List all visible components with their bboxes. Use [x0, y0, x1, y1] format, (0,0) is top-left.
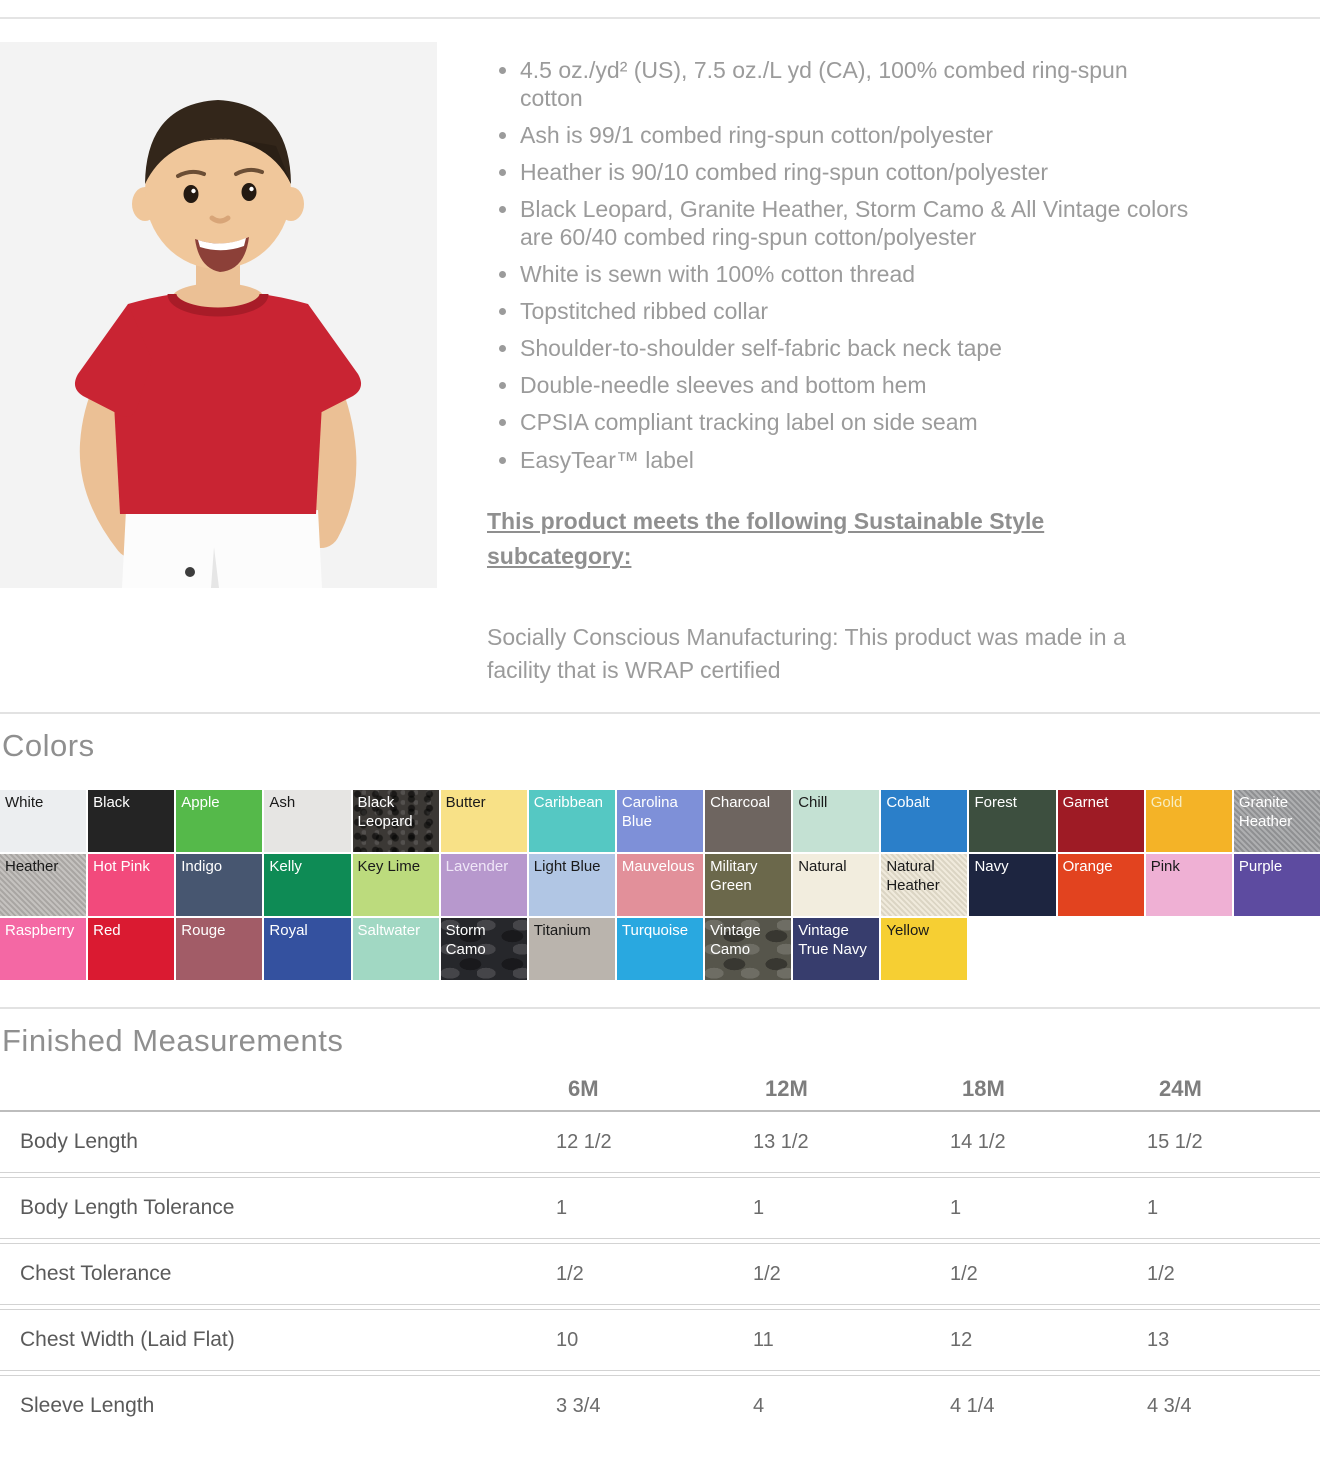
measurement-value: 12 — [950, 1328, 973, 1351]
feature-bullet: • Ash is 99/1 combed ring-spun cotton/polyester — [520, 121, 1196, 149]
color-swatch-rouge[interactable]: Rouge — [176, 918, 262, 980]
hero-section — [0, 42, 1320, 712]
color-swatch-natural-heather[interactable]: Natural Heather — [881, 854, 967, 916]
measurement-value: 10 — [556, 1328, 579, 1351]
color-swatch-yellow[interactable]: Yellow — [881, 918, 967, 980]
measurement-label: Body Length — [20, 1130, 138, 1154]
color-swatch-kelly[interactable]: Kelly — [264, 854, 350, 916]
measurement-row-chest-tolerance — [0, 1244, 1320, 1304]
color-swatch-charcoal[interactable]: Charcoal — [705, 790, 791, 852]
measurement-value: 1/2 — [1147, 1262, 1175, 1285]
feature-bullet: • Double-needle sleeves and bottom hem — [520, 371, 1196, 399]
measurement-value: 1/2 — [950, 1262, 978, 1285]
feature-bullet: • CPSIA compliant tracking label on side seam — [520, 408, 1196, 436]
color-swatch-titanium[interactable]: Titanium — [529, 918, 615, 980]
measurement-value: 4 3/4 — [1147, 1394, 1192, 1417]
measurement-row-sleeve-length — [0, 1376, 1320, 1436]
feature-list — [487, 56, 1196, 474]
color-swatch-butter[interactable]: Butter — [441, 790, 527, 852]
feature-bullet: • EasyTear™ label — [520, 446, 1196, 474]
color-swatch-garnet[interactable]: Garnet — [1058, 790, 1144, 852]
size-header-row — [0, 1076, 1320, 1112]
measurement-row-body-length — [0, 1112, 1320, 1172]
feature-bullet: • Shoulder-to-shoulder self-fabric back neck tape — [520, 334, 1196, 362]
feature-bullet: • Heather is 90/10 combed ring-spun cotton/polyester — [520, 158, 1196, 186]
color-swatch-purple[interactable]: Purple — [1234, 854, 1320, 916]
measurements-title: Finished Measurements — [2, 1022, 344, 1058]
measurement-value: 14 1/2 — [950, 1130, 1006, 1153]
measurements-section — [0, 1009, 1320, 1437]
size-column-6m: 6M — [568, 1076, 599, 1102]
measurement-label: Chest Tolerance — [20, 1262, 172, 1286]
color-swatch-caribbean[interactable]: Caribbean — [529, 790, 615, 852]
color-swatch-gold[interactable]: Gold — [1146, 790, 1232, 852]
colors-section — [0, 714, 1320, 1007]
colors-title: Colors — [2, 728, 95, 763]
measurement-label: Body Length Tolerance — [20, 1196, 235, 1220]
color-swatch-ash[interactable]: Ash — [264, 790, 350, 852]
measurement-label: Chest Width (Laid Flat) — [20, 1328, 235, 1352]
color-swatch-key-lime[interactable]: Key Lime — [353, 854, 439, 916]
measurement-value: 1/2 — [753, 1262, 781, 1285]
color-swatch-black-leopard[interactable]: Black Leopard — [353, 790, 439, 852]
feature-bullet: • White is sewn with 100% cotton thread — [520, 260, 1196, 288]
color-swatch-vintage-camo[interactable]: Vintage Camo — [705, 918, 791, 980]
color-swatch-orange[interactable]: Orange — [1058, 854, 1144, 916]
measurement-value: 3 3/4 — [556, 1394, 601, 1417]
color-swatch-vintage-true-navy[interactable]: Vintage True Navy — [793, 918, 879, 980]
color-swatch-raspberry[interactable]: Raspberry — [0, 918, 86, 980]
measurement-value: 1 — [950, 1196, 962, 1219]
color-swatch-storm-camo[interactable]: Storm Camo — [441, 918, 527, 980]
feature-bullet: • 4.5 oz./yd² (US), 7.5 oz./L yd (CA), 100% combed ring-spun cotton — [520, 56, 1196, 112]
product-details — [487, 42, 1207, 712]
measurement-value: 1 — [753, 1196, 765, 1219]
color-swatch-white[interactable]: White — [0, 790, 86, 852]
color-swatch-lavender[interactable]: Lavender — [441, 854, 527, 916]
top-divider — [0, 17, 1320, 19]
measurement-value: 13 — [1147, 1328, 1170, 1351]
color-swatch-hot-pink[interactable]: Hot Pink — [88, 854, 174, 916]
sustainable-heading: This product meets the following Sustainable Style subcategory: — [487, 507, 1045, 570]
measurement-row-chest-width-laid-flat- — [0, 1310, 1320, 1370]
color-swatch-light-blue[interactable]: Light Blue — [529, 854, 615, 916]
color-swatch-cobalt[interactable]: Cobalt — [881, 790, 967, 852]
color-swatch-navy[interactable]: Navy — [969, 854, 1055, 916]
measurement-value: 11 — [753, 1328, 774, 1351]
baby-red-tshirt-illustration — [0, 42, 437, 588]
measurement-value: 13 1/2 — [753, 1130, 809, 1153]
color-swatch-saltwater[interactable]: Saltwater — [353, 918, 439, 980]
color-swatch-military-green[interactable]: Military Green — [705, 854, 791, 916]
size-header-spacer — [0, 1076, 556, 1102]
measurement-row-body-length-tolerance — [0, 1178, 1320, 1238]
measurements-table-body — [0, 1112, 1320, 1436]
color-swatch-natural[interactable]: Natural — [793, 854, 879, 916]
measurement-value: 4 — [753, 1394, 765, 1417]
measurement-value: 15 1/2 — [1147, 1130, 1203, 1153]
color-swatch-grid — [0, 790, 1320, 980]
measurement-value: 1 — [556, 1196, 568, 1219]
measurement-value: 12 1/2 — [556, 1130, 612, 1153]
size-column-18m: 18M — [962, 1076, 1005, 1102]
measurement-value: 1 — [1147, 1196, 1159, 1219]
color-swatch-carolina-blue[interactable]: Carolina Blue — [617, 790, 703, 852]
color-swatch-granite-heather[interactable]: Granite Heather — [1234, 790, 1320, 852]
size-column-12m: 12M — [765, 1076, 808, 1102]
color-swatch-forest[interactable]: Forest — [969, 790, 1055, 852]
measurement-label: Sleeve Length — [20, 1394, 155, 1418]
product-photo[interactable] — [0, 42, 437, 588]
color-swatch-royal[interactable]: Royal — [264, 918, 350, 980]
measurement-value: 4 1/4 — [950, 1394, 995, 1417]
color-swatch-pink[interactable]: Pink — [1146, 854, 1232, 916]
color-swatch-apple[interactable]: Apple — [176, 790, 262, 852]
size-column-24m: 24M — [1159, 1076, 1202, 1102]
feature-bullet: • Topstitched ribbed collar — [520, 297, 1196, 325]
color-swatch-chill[interactable]: Chill — [793, 790, 879, 852]
measurement-value: 1/2 — [556, 1262, 584, 1285]
color-swatch-red[interactable]: Red — [88, 918, 174, 980]
color-swatch-heather[interactable]: Heather — [0, 854, 86, 916]
sustainable-body: Socially Conscious Manufacturing: This product was made in a facility that is WRAP certified — [487, 623, 1126, 684]
color-swatch-turquoise[interactable]: Turquoise — [617, 918, 703, 980]
feature-bullet: • Black Leopard, Granite Heather, Storm Camo & All Vintage colors are 60/40 combed ring-spun cotton/polyester — [520, 195, 1196, 251]
color-swatch-indigo[interactable]: Indigo — [176, 854, 262, 916]
color-swatch-black[interactable]: Black — [88, 790, 174, 852]
color-swatch-mauvelous[interactable]: Mauvelous — [617, 854, 703, 916]
